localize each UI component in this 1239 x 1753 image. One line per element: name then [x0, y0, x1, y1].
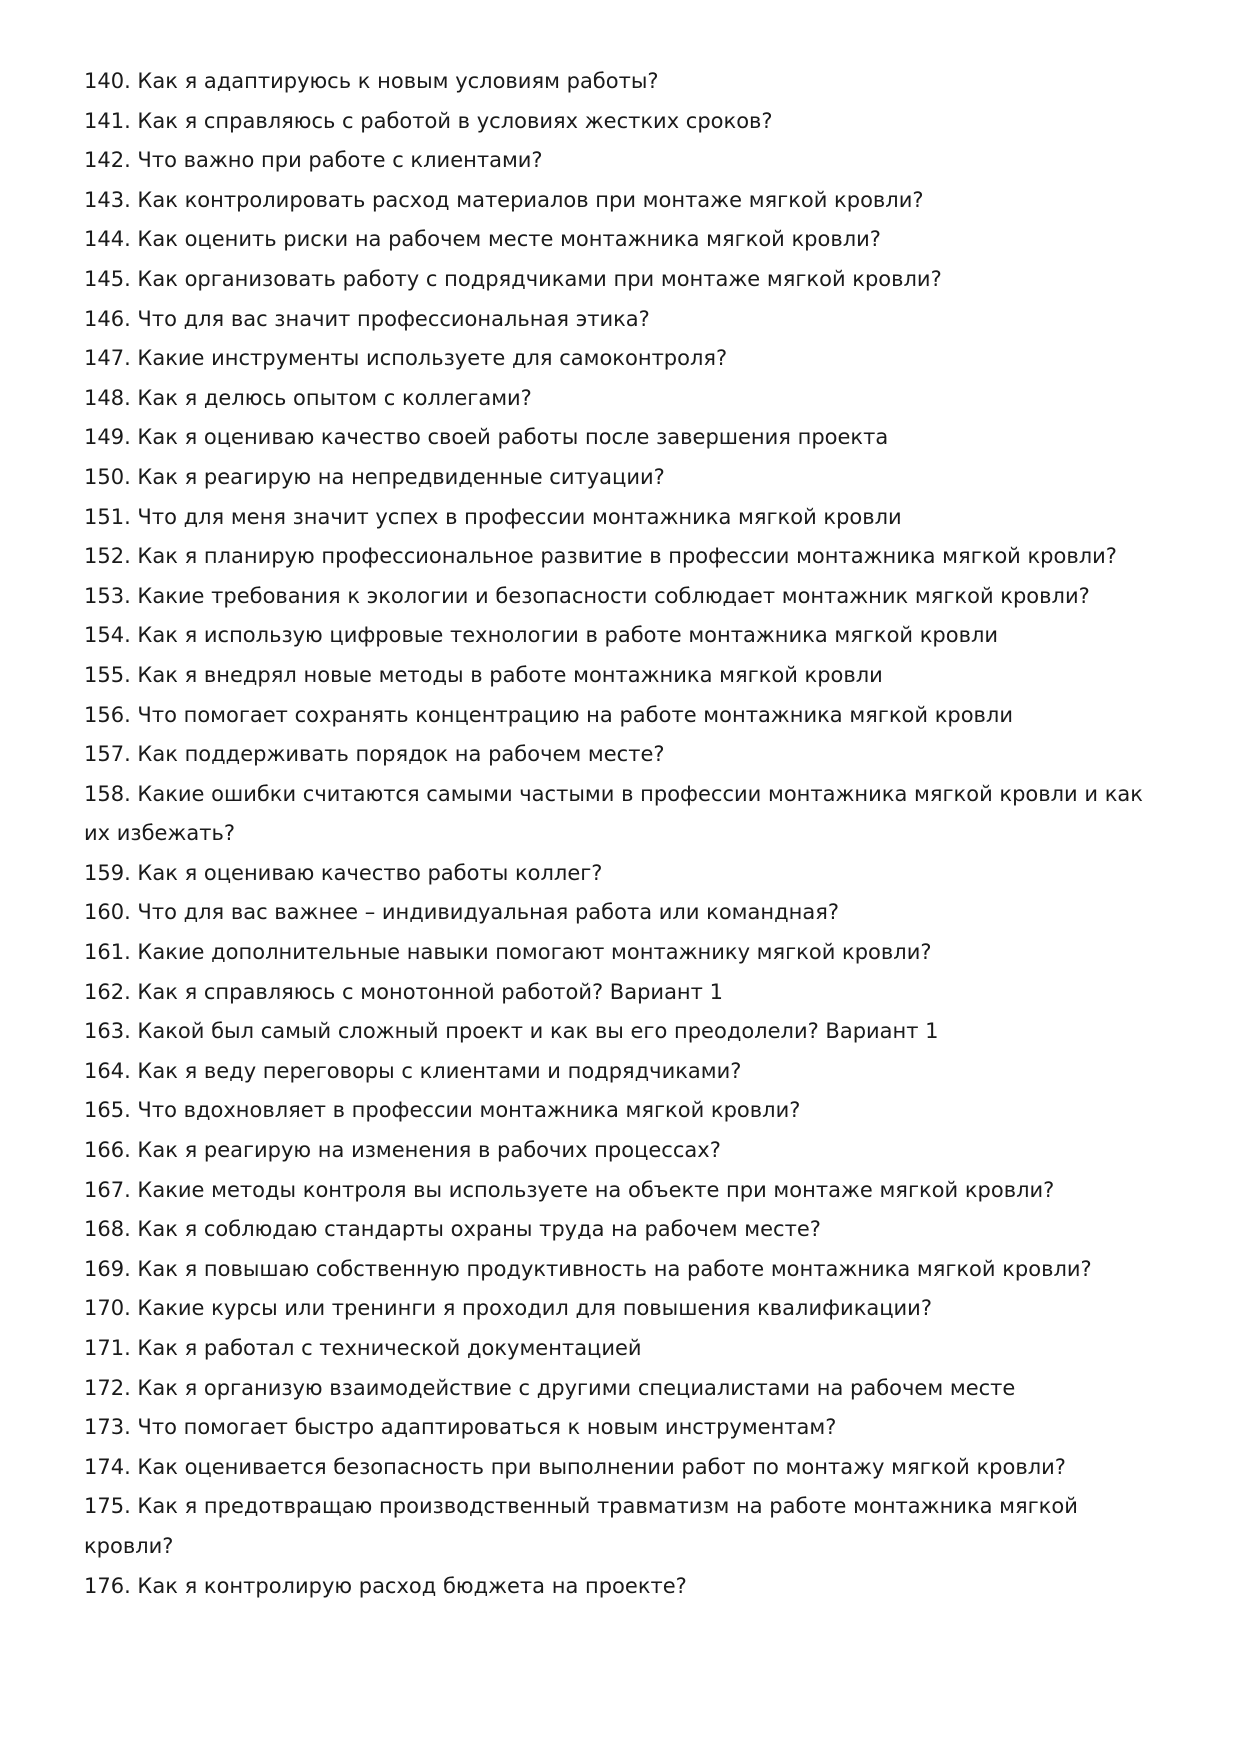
question-item: 158. Какие ошибки считаются самыми частыми в профессии монтажника мягкой кровли и как их избежать?: [84, 781, 1143, 846]
question-item: 160. Что для вас важнее – индивидуальная работа или командная?: [84, 900, 840, 925]
question-item: 159. Как я оцениваю качество работы коллег?: [84, 860, 603, 885]
question-item: 157. Как поддерживать порядок на рабочем месте?: [84, 742, 665, 767]
question-item: 140. Как я адаптируюсь к новым условиям работы?: [84, 69, 659, 93]
question-item: 168. Как я соблюдаю стандарты охраны труда на рабочем месте?: [84, 1217, 821, 1242]
question-item: 175. Как я предотвращаю производственный травматизм на работе монтажника мягкой кровли?: [84, 1494, 1078, 1558]
question-item: 169. Как я повышаю собственную продуктивность на работе монтажника мягкой кровли?: [84, 1256, 1092, 1281]
question-item: 146. Что для вас значит профессиональная этика?: [84, 306, 650, 331]
question-item: 173. Что помогает быстро адаптироваться к новым инструментам?: [84, 1415, 837, 1440]
question-item: 148. Как я делюсь опытом с коллегами?: [84, 385, 532, 410]
question-item: 141. Как я справляюсь с работой в условиях жестких сроков?: [84, 108, 773, 133]
question-item: 150. Как я реагирую на непредвиденные ситуации?: [84, 464, 665, 489]
question-item: 153. Какие требования к экологии и безопасности соблюдает монтажник мягкой кровли?: [84, 583, 1090, 608]
question-list: [84, 62, 1164, 1606]
question-item: 152. Как я планирую профессиональное развитие в профессии монтажника мягкой кровли?: [84, 544, 1117, 569]
question-item: 147. Какие инструменты используете для самоконтроля?: [84, 346, 728, 371]
question-item: 176. Как я контролирую расход бюджета на проекте?: [84, 1573, 687, 1598]
question-item: 164. Как я веду переговоры с клиентами и подрядчиками?: [84, 1058, 742, 1083]
question-item: 163. Какой был самый сложный проект и как вы его преодолели? Вариант 1: [84, 1019, 939, 1044]
question-item: 165. Что вдохновляет в профессии монтажника мягкой кровли?: [84, 1098, 801, 1123]
question-item: 167. Какие методы контроля вы используете на объекте при монтаже мягкой кровли?: [84, 1177, 1055, 1202]
question-item: 155. Как я внедрял новые методы в работе монтажника мягкой кровли: [84, 662, 883, 687]
question-item: 143. Как контролировать расход материалов при монтаже мягкой кровли?: [84, 187, 924, 212]
question-item: 142. Что важно при работе с клиентами?: [84, 148, 543, 173]
question-item: 161. Какие дополнительные навыки помогают монтажнику мягкой кровли?: [84, 940, 932, 965]
question-item: 154. Как я использую цифровые технологии в работе монтажника мягкой кровли: [84, 623, 999, 648]
question-item: 144. Как оценить риски на рабочем месте монтажника мягкой кровли?: [84, 227, 881, 252]
question-item: 145. Как организовать работу с подрядчиками при монтаже мягкой кровли?: [84, 266, 942, 291]
question-item: 151. Что для меня значит успех в профессии монтажника мягкой кровли: [84, 504, 902, 529]
question-item: 171. Как я работал с технической документацией: [84, 1336, 642, 1360]
question-item: 162. Как я справляюсь с монотонной работой? Вариант 1: [84, 979, 723, 1004]
question-item: 149. Как я оцениваю качество своей работы после завершения проекта: [84, 425, 889, 450]
question-item: 172. Как я организую взаимодействие с другими специалистами на рабочем месте: [84, 1375, 1016, 1400]
question-item: 170. Какие курсы или тренинги я проходил для повышения квалификации?: [84, 1296, 932, 1321]
question-item: 166. Как я реагирую на изменения в рабочих процессах?: [84, 1138, 721, 1163]
question-item: 156. Что помогает сохранять концентрацию на работе монтажника мягкой кровли: [84, 702, 1014, 727]
question-item: 174. Как оценивается безопасность при выполнении работ по монтажу мягкой кровли?: [84, 1454, 1066, 1479]
document-page: [84, 62, 1164, 1606]
